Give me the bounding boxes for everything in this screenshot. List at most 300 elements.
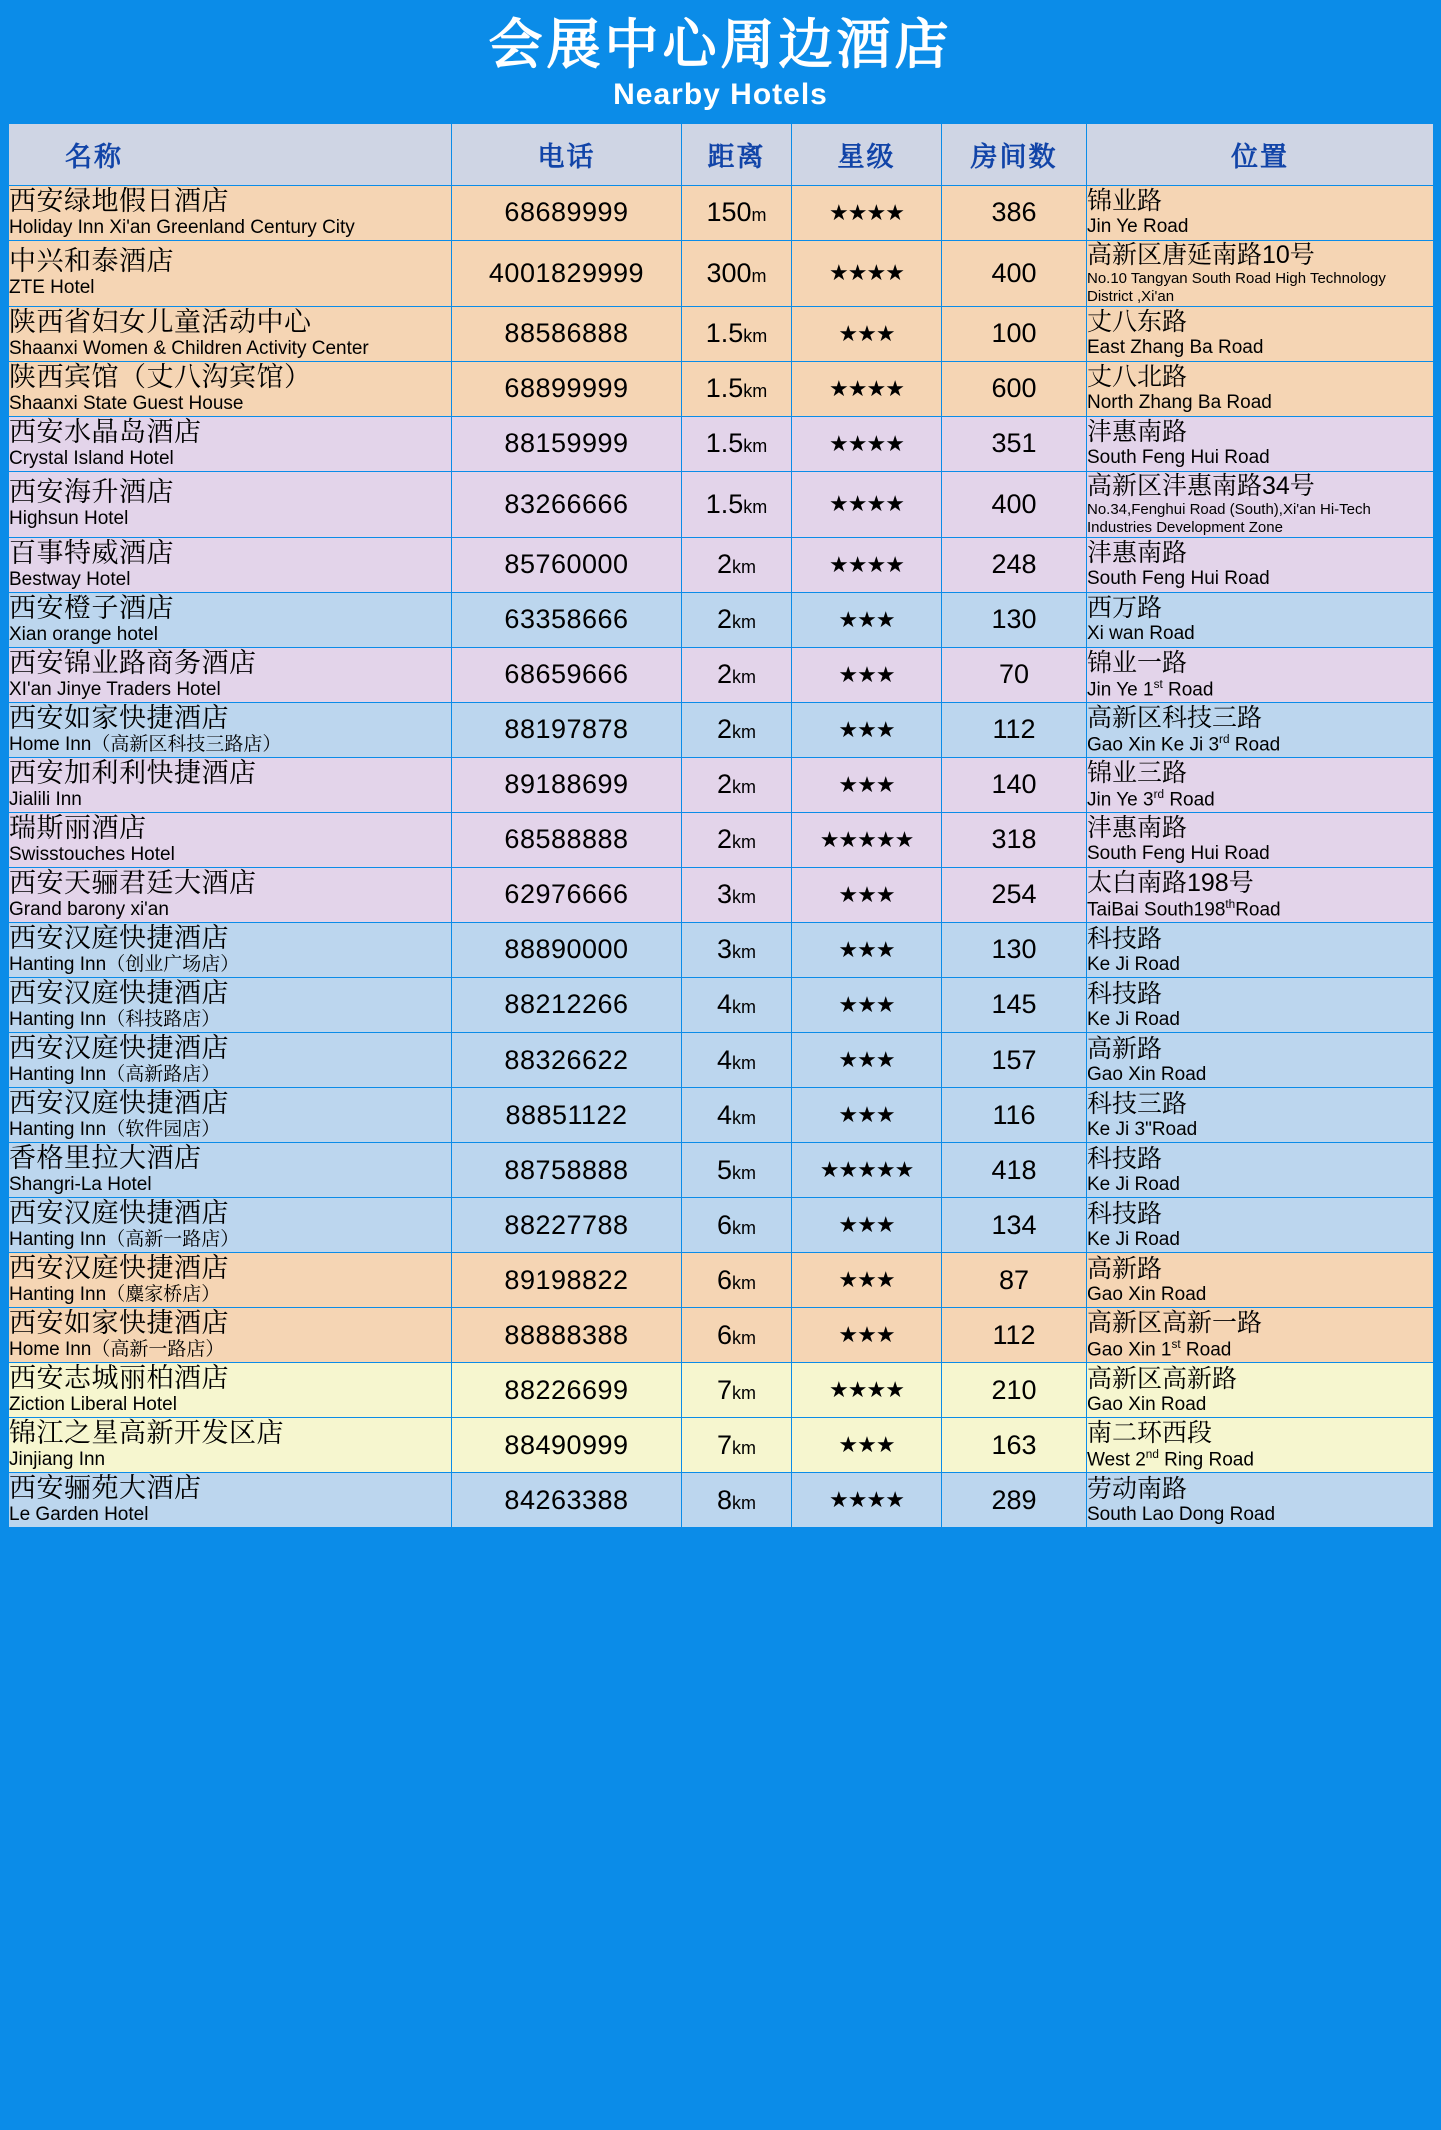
table-row <box>9 812 1434 867</box>
hotel-location-cell <box>1087 1253 1434 1308</box>
hotel-name-cell <box>9 702 452 757</box>
hotel-location-cell <box>1087 592 1434 647</box>
hotel-name-en: Shangri-La Hotel <box>9 1174 152 1196</box>
hotel-star-rating: ★★★★ <box>792 537 942 592</box>
hotel-name-branch-cn: （高新一路店） <box>91 1339 225 1361</box>
hotel-star-rating: ★★★ <box>792 1308 942 1363</box>
hotel-phone: 88159999 <box>452 416 682 471</box>
hotel-distance <box>682 922 792 977</box>
table-row <box>9 1143 1434 1198</box>
hotel-location-cell <box>1087 185 1434 240</box>
hotel-location-cn: 沣惠南路 <box>1087 418 1188 447</box>
hotel-name-en: Shaanxi State Guest House <box>9 392 244 414</box>
column-header-tel: 电话 <box>452 123 682 185</box>
hotel-location-cn: 高新区沣惠南路34号 <box>1087 471 1315 500</box>
hotel-name-cn: 百事特威酒店 <box>9 537 174 568</box>
hotel-location-cn: 沣惠南路 <box>1087 539 1188 568</box>
hotel-location-en: Gao Xin Road <box>1087 1063 1207 1085</box>
hotel-name-cell <box>9 361 452 416</box>
distance-unit: km <box>732 1492 757 1513</box>
distance-unit: km <box>732 557 757 578</box>
hotel-location-cell <box>1087 1308 1434 1363</box>
table-row <box>9 361 1434 416</box>
table-row <box>9 1088 1434 1143</box>
hotel-star-rating: ★★★ <box>792 922 942 977</box>
distance-unit: km <box>732 777 757 798</box>
hotel-phone: 83266666 <box>452 471 682 537</box>
hotel-name-cn: 西安海升酒店 <box>9 477 174 508</box>
distance-unit: km <box>732 1272 757 1293</box>
hotel-location-cell <box>1087 812 1434 867</box>
distance-value: 4 <box>716 1044 733 1075</box>
hotel-location-en: Gao Xin Ke Ji 3rd Road <box>1087 732 1281 756</box>
hotel-location-cn: 西万路 <box>1087 594 1163 623</box>
hotel-distance <box>682 1198 792 1253</box>
hotel-room-count: 112 <box>942 1308 1087 1363</box>
hotels-table <box>8 123 1434 1529</box>
hotel-name-cell <box>9 1473 452 1528</box>
hotel-star-rating: ★★★★ <box>792 1473 942 1528</box>
hotel-name-cell <box>9 1308 452 1363</box>
hotel-location-cn: 科技路 <box>1087 979 1163 1008</box>
distance-unit: km <box>732 997 757 1018</box>
hotel-star-rating: ★★★ <box>792 1198 942 1253</box>
table-row <box>9 757 1434 812</box>
table-row <box>9 592 1434 647</box>
table-row <box>9 1363 1434 1418</box>
hotel-name-cell <box>9 1088 452 1143</box>
hotel-star-rating: ★★★ <box>792 702 942 757</box>
hotel-name-en <box>9 1009 451 1032</box>
hotel-location-cn: 高新路 <box>1087 1254 1163 1283</box>
hotel-location-cell <box>1087 757 1434 812</box>
hotel-room-count: 248 <box>942 537 1087 592</box>
hotel-distance <box>682 416 792 471</box>
table-row <box>9 306 1434 361</box>
hotel-room-count: 70 <box>942 647 1087 702</box>
hotel-distance <box>682 1253 792 1308</box>
hotel-room-count: 116 <box>942 1088 1087 1143</box>
hotel-phone: 88197878 <box>452 702 682 757</box>
table-row <box>9 1418 1434 1473</box>
hotel-location-en: Jin Ye 3rd Road <box>1087 787 1215 811</box>
hotel-room-count: 418 <box>942 1143 1087 1198</box>
hotel-room-count: 600 <box>942 361 1087 416</box>
hotel-distance <box>682 1418 792 1473</box>
hotel-name-en: Jialili Inn <box>9 789 82 811</box>
distance-unit: km <box>732 1052 757 1073</box>
hotel-star-rating: ★★★★ <box>792 471 942 537</box>
hotel-name-cn: 西安汉庭快捷酒店 <box>9 1253 229 1284</box>
hotel-name-en <box>9 1229 451 1252</box>
hotel-star-rating: ★★★ <box>792 647 942 702</box>
hotel-phone: 89198822 <box>452 1253 682 1308</box>
hotel-name-cell <box>9 416 452 471</box>
hotel-name-cn: 瑞斯丽酒店 <box>9 812 147 843</box>
hotel-distance <box>682 471 792 537</box>
distance-unit: km <box>732 1162 757 1183</box>
column-header-rooms: 房间数 <box>942 123 1087 185</box>
hotel-room-count: 351 <box>942 416 1087 471</box>
hotel-location-en: Ke Ji Road <box>1087 1173 1180 1195</box>
hotel-location-en: Ke Ji Road <box>1087 1008 1180 1030</box>
hotel-phone: 88227788 <box>452 1198 682 1253</box>
table-row <box>9 471 1434 537</box>
hotel-location-cell <box>1087 306 1434 361</box>
hotel-star-rating: ★★★ <box>792 867 942 922</box>
hotel-phone: 89188699 <box>452 757 682 812</box>
hotel-phone: 68588888 <box>452 812 682 867</box>
table-row <box>9 1473 1434 1528</box>
hotel-name-en: Jinjiang Inn <box>9 1449 106 1471</box>
hotel-name-cn: 西安锦业路商务酒店 <box>9 647 257 678</box>
hotel-name-en-text: Hanting Inn <box>9 1009 107 1031</box>
hotel-location-cn: 高新区科技三路 <box>1087 703 1263 732</box>
table-row <box>9 1198 1434 1253</box>
hotel-distance <box>682 592 792 647</box>
table-row <box>9 922 1434 977</box>
hotel-name-cell <box>9 757 452 812</box>
hotel-name-cell <box>9 537 452 592</box>
hotel-phone: 88758888 <box>452 1143 682 1198</box>
distance-unit: km <box>732 722 757 743</box>
distance-value: 6 <box>716 1264 733 1295</box>
hotel-name-cn: 西安加利利快捷酒店 <box>9 757 257 788</box>
hotel-name-cn: 西安汉庭快捷酒店 <box>9 922 229 953</box>
hotel-location-cn: 高新路 <box>1087 1034 1163 1063</box>
hotel-location-en: North Zhang Ba Road <box>1087 392 1272 414</box>
hotel-name-branch-cn: （高新区科技三路店） <box>91 734 282 756</box>
hotel-location-cn: 丈八北路 <box>1087 363 1188 392</box>
hotel-name-en: Holiday Inn Xi'an Greenland Century City <box>9 216 355 238</box>
distance-value: 2 <box>716 604 733 635</box>
hotel-room-count: 140 <box>942 757 1087 812</box>
hotel-name-branch-cn: （高新路店） <box>106 1064 221 1086</box>
hotel-name-en: ZTE Hotel <box>9 277 95 299</box>
hotel-name-cn: 西安汉庭快捷酒店 <box>9 1088 229 1119</box>
hotel-room-count: 318 <box>942 812 1087 867</box>
hotel-name-en: XI'an Jinye Traders Hotel <box>9 679 221 701</box>
hotel-location-en: Xi wan Road <box>1087 623 1195 645</box>
hotel-name-en <box>9 1284 451 1307</box>
hotel-phone: 63358666 <box>452 592 682 647</box>
table-row <box>9 977 1434 1032</box>
hotel-name-en: Xian orange hotel <box>9 623 158 645</box>
hotel-name-en <box>9 1119 451 1142</box>
hotel-distance <box>682 185 792 240</box>
hotel-name-cn: 西安如家快捷酒店 <box>9 1308 229 1339</box>
hotel-location-cn: 科技三路 <box>1087 1089 1188 1118</box>
hotel-name-en: Shaanxi Women & Children Activity Center <box>9 337 369 359</box>
hotel-distance <box>682 1363 792 1418</box>
table-row <box>9 647 1434 702</box>
column-header-distance: 距离 <box>682 123 792 185</box>
hotel-location-cn: 劳动南路 <box>1087 1474 1188 1503</box>
hotel-name-en-text: Home Inn <box>9 1339 92 1361</box>
hotel-distance <box>682 240 792 306</box>
hotel-star-rating: ★★★★ <box>792 185 942 240</box>
distance-value: 2 <box>716 549 733 580</box>
hotel-location-en: Jin Ye Road <box>1087 216 1189 238</box>
distance-value: 300 <box>706 257 752 288</box>
hotel-name-en-text: Hanting Inn <box>9 1229 107 1251</box>
hotel-star-rating: ★★★ <box>792 977 942 1032</box>
hotel-name-en <box>9 954 451 977</box>
hotel-name-cn: 西安骊苑大酒店 <box>9 1473 202 1504</box>
hotel-room-count: 112 <box>942 702 1087 757</box>
hotel-location-cn: 科技路 <box>1087 924 1163 953</box>
distance-unit: km <box>743 496 768 517</box>
distance-value: 2 <box>716 714 733 745</box>
hotel-name-cn: 陕西省妇女儿童活动中心 <box>9 306 312 337</box>
column-header-location: 位置 <box>1087 123 1434 185</box>
hotel-name-cell <box>9 977 452 1032</box>
hotel-distance <box>682 1308 792 1363</box>
distance-unit: km <box>743 436 768 457</box>
distance-value: 3 <box>716 879 733 910</box>
hotel-room-count: 386 <box>942 185 1087 240</box>
table-row <box>9 1308 1434 1363</box>
distance-value: 5 <box>716 1154 733 1185</box>
distance-value: 150 <box>706 197 752 228</box>
hotel-name-cell <box>9 1143 452 1198</box>
hotel-star-rating: ★★★★ <box>792 416 942 471</box>
hotel-location-cell <box>1087 537 1434 592</box>
hotel-name-branch-cn: （高新一路店） <box>106 1229 240 1251</box>
hotel-name-cell <box>9 1363 452 1418</box>
hotel-name-cell <box>9 1198 452 1253</box>
hotel-location-en: No.10 Tangyan South Road High Technology District ,Xi'an <box>1087 269 1386 305</box>
hotel-phone: 68689999 <box>452 185 682 240</box>
hotel-room-count: 130 <box>942 922 1087 977</box>
distance-value: 1.5 <box>705 373 744 404</box>
hotel-location-cn: 丈八东路 <box>1087 308 1188 337</box>
hotel-location-en: TaiBai South198thRoad <box>1087 897 1281 921</box>
hotel-phone: 88586888 <box>452 306 682 361</box>
table-header <box>9 123 1434 185</box>
hotel-distance <box>682 537 792 592</box>
hotel-name-branch-cn: （麋家桥店） <box>106 1284 221 1306</box>
hotel-phone: 4001829999 <box>452 240 682 306</box>
hotel-location-en: South Feng Hui Road <box>1087 447 1270 469</box>
table-row <box>9 1033 1434 1088</box>
hotel-name-en: Highsun Hotel <box>9 508 129 530</box>
hotel-star-rating: ★★★ <box>792 1033 942 1088</box>
hotel-name-cell <box>9 867 452 922</box>
hotel-name-en-text: Hanting Inn <box>9 1284 107 1306</box>
distance-unit: m <box>751 265 767 286</box>
distance-value: 1.5 <box>705 428 744 459</box>
hotel-room-count: 254 <box>942 867 1087 922</box>
hotel-name-cn: 中兴和泰酒店 <box>9 246 174 277</box>
distance-unit: km <box>732 612 757 633</box>
hotel-location-cell <box>1087 647 1434 702</box>
hotel-phone: 88851122 <box>452 1088 682 1143</box>
hotel-location-en: East Zhang Ba Road <box>1087 337 1264 359</box>
hotel-location-en: No.34,Fenghui Road (South),Xi'an Hi-Tech Industries Development Zone <box>1087 500 1371 536</box>
hotel-star-rating: ★★★ <box>792 1088 942 1143</box>
hotel-location-cell <box>1087 471 1434 537</box>
hotel-distance <box>682 361 792 416</box>
hotel-location-en: Ke Ji 3"Road <box>1087 1118 1198 1140</box>
hotel-name-cell <box>9 471 452 537</box>
hotel-room-count: 130 <box>942 592 1087 647</box>
hotel-name-branch-cn: （创业广场店） <box>106 954 240 976</box>
hotel-location-cn: 太白南路198号 <box>1087 868 1254 897</box>
distance-value: 2 <box>716 824 733 855</box>
hotel-name-en: Bestway Hotel <box>9 568 131 590</box>
hotel-room-count: 157 <box>942 1033 1087 1088</box>
hotel-name-cell <box>9 1253 452 1308</box>
hotel-location-cell <box>1087 702 1434 757</box>
distance-value: 3 <box>716 934 733 965</box>
table-row <box>9 702 1434 757</box>
hotel-location-cn: 锦业三路 <box>1087 758 1188 787</box>
hotel-location-cell <box>1087 1198 1434 1253</box>
hotel-name-en: Swisstouches Hotel <box>9 844 175 866</box>
hotel-location-en: Gao Xin Road <box>1087 1283 1207 1305</box>
hotel-distance <box>682 702 792 757</box>
table-row <box>9 537 1434 592</box>
hotel-name-cell <box>9 647 452 702</box>
hotel-location-cell <box>1087 1143 1434 1198</box>
hotel-room-count: 87 <box>942 1253 1087 1308</box>
hotel-name-cn: 西安天骊君廷大酒店 <box>9 867 257 898</box>
hotel-name-en: Grand barony xi'an <box>9 899 169 921</box>
hotel-distance <box>682 647 792 702</box>
hotel-location-cn: 科技路 <box>1087 1144 1163 1173</box>
hotel-name-cn: 西安志城丽柏酒店 <box>9 1363 229 1394</box>
distance-unit: km <box>743 326 768 347</box>
hotel-name-branch-cn: （科技路店） <box>106 1009 221 1031</box>
hotel-location-cell <box>1087 361 1434 416</box>
distance-unit: km <box>743 381 768 402</box>
distance-unit: km <box>732 942 757 963</box>
distance-value: 8 <box>716 1484 733 1515</box>
distance-unit: km <box>732 667 757 688</box>
hotel-star-rating: ★★★★★ <box>792 812 942 867</box>
hotel-location-en: Gao Xin Road <box>1087 1393 1207 1415</box>
hotel-phone: 88212266 <box>452 977 682 1032</box>
page-title-cn: 会展中心周边酒店 <box>488 15 953 75</box>
hotel-room-count: 100 <box>942 306 1087 361</box>
hotel-name-cn: 西安汉庭快捷酒店 <box>9 977 229 1008</box>
table-row <box>9 1253 1434 1308</box>
hotel-room-count: 145 <box>942 977 1087 1032</box>
hotel-room-count: 210 <box>942 1363 1087 1418</box>
hotel-name-cell <box>9 812 452 867</box>
hotel-location-cell <box>1087 1418 1434 1473</box>
table-body <box>9 185 1434 1528</box>
hotel-location-cn: 高新区高新一路 <box>1087 1309 1263 1338</box>
hotel-name-en-text: Home Inn <box>9 734 92 756</box>
hotel-name-cn: 西安如家快捷酒店 <box>9 702 229 733</box>
hotel-distance <box>682 306 792 361</box>
hotel-name-en <box>9 1064 451 1087</box>
hotel-name-cn: 西安汉庭快捷酒店 <box>9 1198 229 1229</box>
hotel-phone: 88226699 <box>452 1363 682 1418</box>
poster-header <box>0 0 1441 123</box>
hotel-location-en: Gao Xin 1st Road <box>1087 1338 1232 1361</box>
hotel-phone: 68659666 <box>452 647 682 702</box>
hotel-location-en: South Lao Dong Road <box>1087 1503 1276 1525</box>
hotel-location-en: Jin Ye 1st Road <box>1087 677 1214 701</box>
table-row <box>9 416 1434 471</box>
distance-value: 7 <box>716 1429 733 1460</box>
hotel-location-cell <box>1087 977 1434 1032</box>
hotel-location-cn: 高新区高新路 <box>1087 1364 1238 1393</box>
hotel-location-en: South Feng Hui Road <box>1087 843 1270 865</box>
hotel-location-cell <box>1087 1363 1434 1418</box>
distance-unit: km <box>732 887 757 908</box>
hotel-location-cn: 锦业路 <box>1087 187 1163 216</box>
hotel-room-count: 289 <box>942 1473 1087 1528</box>
hotel-name-en-text: Hanting Inn <box>9 1064 107 1086</box>
hotel-location-cell <box>1087 1088 1434 1143</box>
hotel-distance <box>682 812 792 867</box>
hotel-location-en: Ke Ji Road <box>1087 953 1180 975</box>
column-header-name: 名称 <box>9 123 452 185</box>
hotel-location-en: Ke Ji Road <box>1087 1228 1180 1250</box>
hotel-location-cn: 南二环西段 <box>1087 1419 1213 1448</box>
hotel-location-cn: 科技路 <box>1087 1199 1163 1228</box>
hotel-name-cn: 陕西宾馆（丈八沟宾馆） <box>9 361 312 392</box>
hotel-name-cn: 西安水晶岛酒店 <box>9 416 202 447</box>
hotel-distance <box>682 1088 792 1143</box>
hotel-distance <box>682 867 792 922</box>
hotel-phone: 68899999 <box>452 361 682 416</box>
hotel-name-cn: 锦江之星高新开发区店 <box>9 1418 284 1449</box>
hotel-name-cell <box>9 592 452 647</box>
distance-value: 6 <box>716 1319 733 1350</box>
hotel-distance <box>682 1473 792 1528</box>
distance-unit: km <box>732 1437 757 1458</box>
hotel-distance <box>682 1143 792 1198</box>
hotel-name-cell <box>9 1418 452 1473</box>
hotel-phone: 88890000 <box>452 922 682 977</box>
hotel-phone: 62976666 <box>452 867 682 922</box>
table-row <box>9 185 1434 240</box>
hotel-room-count: 400 <box>942 471 1087 537</box>
hotel-star-rating: ★★★★ <box>792 240 942 306</box>
distance-value: 4 <box>716 1099 733 1130</box>
hotel-name-en: Crystal Island Hotel <box>9 447 174 469</box>
hotel-phone: 88490999 <box>452 1418 682 1473</box>
hotel-name-en-text: Hanting Inn <box>9 954 107 976</box>
hotel-star-rating: ★★★★ <box>792 361 942 416</box>
hotel-location-cell <box>1087 416 1434 471</box>
hotel-name-cell <box>9 185 452 240</box>
hotel-location-cell <box>1087 1473 1434 1528</box>
hotel-name-cn: 西安汉庭快捷酒店 <box>9 1033 229 1063</box>
distance-unit: km <box>732 832 757 853</box>
hotel-name-cell <box>9 306 452 361</box>
hotel-location-cn: 锦业一路 <box>1087 648 1188 677</box>
distance-value: 2 <box>716 659 733 690</box>
hotel-room-count: 163 <box>942 1418 1087 1473</box>
hotel-name-en <box>9 734 451 757</box>
hotel-location-cn: 高新区唐延南路10号 <box>1087 240 1315 269</box>
distance-value: 1.5 <box>705 488 744 519</box>
table-row <box>9 240 1434 306</box>
hotel-room-count: 134 <box>942 1198 1087 1253</box>
hotel-location-cell <box>1087 240 1434 306</box>
hotel-phone: 85760000 <box>452 537 682 592</box>
hotel-name-cell <box>9 1033 452 1088</box>
hotel-name-cell <box>9 240 452 306</box>
hotel-phone: 84263388 <box>452 1473 682 1528</box>
hotel-name-en: Ziction Liberal Hotel <box>9 1394 177 1416</box>
